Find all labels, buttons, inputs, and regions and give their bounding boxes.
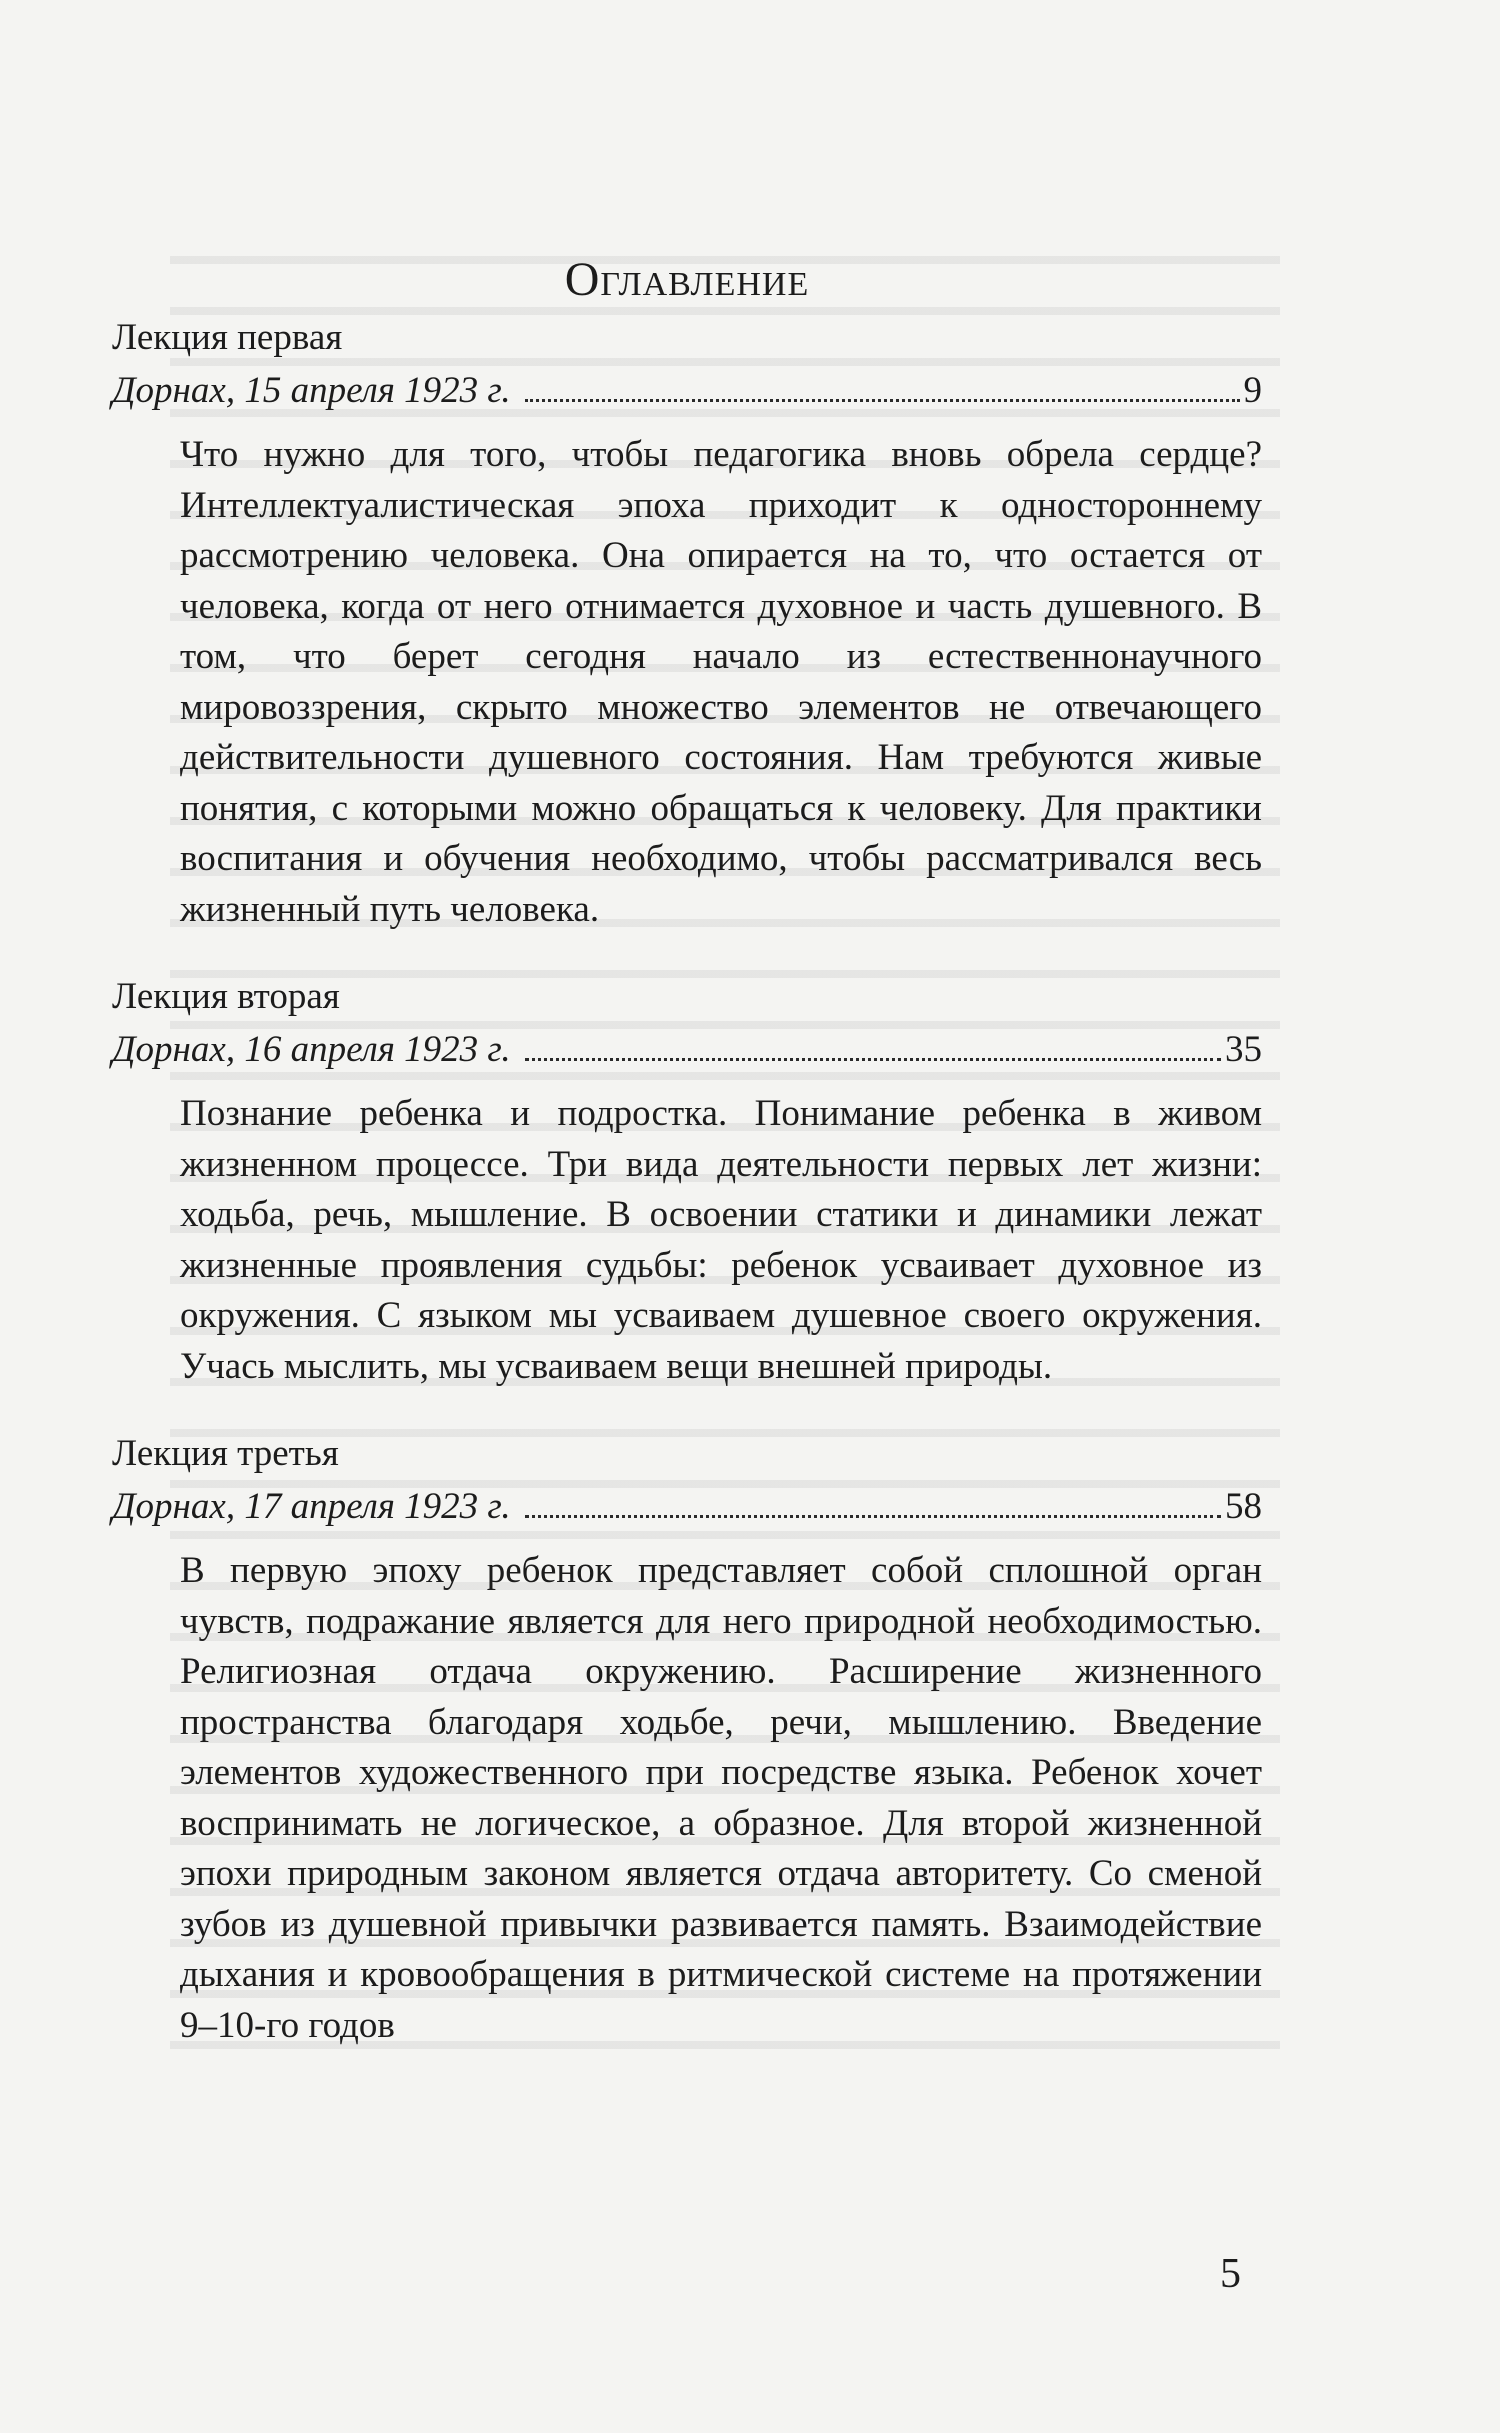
lecture-summary: В первую эпоху ребенок представляет собой сплошной орган чувств, подражание является для него природной необходимостью. Религиозная отдача окружению. Расширение жизненного пространства благодаря ходьбе, речи, мышлению. Введение элементов художественного при посредстве языка. Ребенок хочет воспринимать не логическое, а образное. Для второй жизненной эпохи природным законом является отдача авторитету. Со сменой зубов из душевной привычки развивается память. Взаимодействие дыхания и кровообращения в ритмической системе на протяжении 9–10-го годов	[180, 1550, 1262, 2046]
dot-leader	[525, 399, 1240, 402]
toc-entry	[112, 1428, 1262, 2051]
table-of-contents	[112, 250, 1262, 2051]
page-title: Оглавление	[564, 253, 810, 306]
toc-line[interactable]	[112, 1023, 1262, 1077]
lecture-page-number: 35	[1225, 1029, 1262, 1070]
toc-line[interactable]	[112, 364, 1262, 418]
page-number: 5	[1220, 2251, 1241, 2297]
dot-leader	[525, 1058, 1221, 1061]
lecture-name: Лекция третья	[112, 1433, 339, 1474]
toc-entry	[112, 312, 1262, 935]
lecture-page-number: 58	[1225, 1486, 1262, 1527]
toc-line[interactable]	[112, 1480, 1262, 1534]
lecture-summary: Что нужно для того, чтобы педагогика вновь обрела сердце? Интеллектуалистическая эпоха приходит к одностороннему рассмотрению человека. Она опирается на то, что остается от человека, когда от него отнимается духовное и часть душевного. В том, что берет сегодня начало из естественнонаучного мировоззрения, скрыто множество элементов не отвечающего действительности душевного состояния. Нам требуются живые понятия, с которыми можно обращаться к человеку. Для практики воспитания и обучения необходимо, чтобы рассматривался весь жизненный путь человека.	[180, 434, 1262, 930]
lecture-place-date: Дорнах, 15 апреля 1923 г.	[112, 370, 511, 411]
lecture-name: Лекция вторая	[112, 976, 340, 1017]
dot-leader	[525, 1515, 1221, 1518]
lecture-name: Лекция первая	[112, 317, 343, 358]
toc-entry	[112, 971, 1262, 1392]
lecture-place-date: Дорнах, 16 апреля 1923 г.	[112, 1029, 511, 1070]
lecture-place-date: Дорнах, 17 апреля 1923 г.	[112, 1486, 511, 1527]
lecture-summary: Познание ребенка и подростка. Понимание ребенка в живом жизненном процессе. Три вида деятельности первых лет жизни: ходьба, речь, мышление. В освоении статики и динамики лежат жизненные проявления судьбы: ребенок усваивает духовное из окружения. С языком мы усваиваем душевное своего окружения. Учась мыслить, мы усваиваем вещи внешней природы.	[180, 1093, 1262, 1387]
lecture-page-number: 9	[1243, 370, 1262, 411]
